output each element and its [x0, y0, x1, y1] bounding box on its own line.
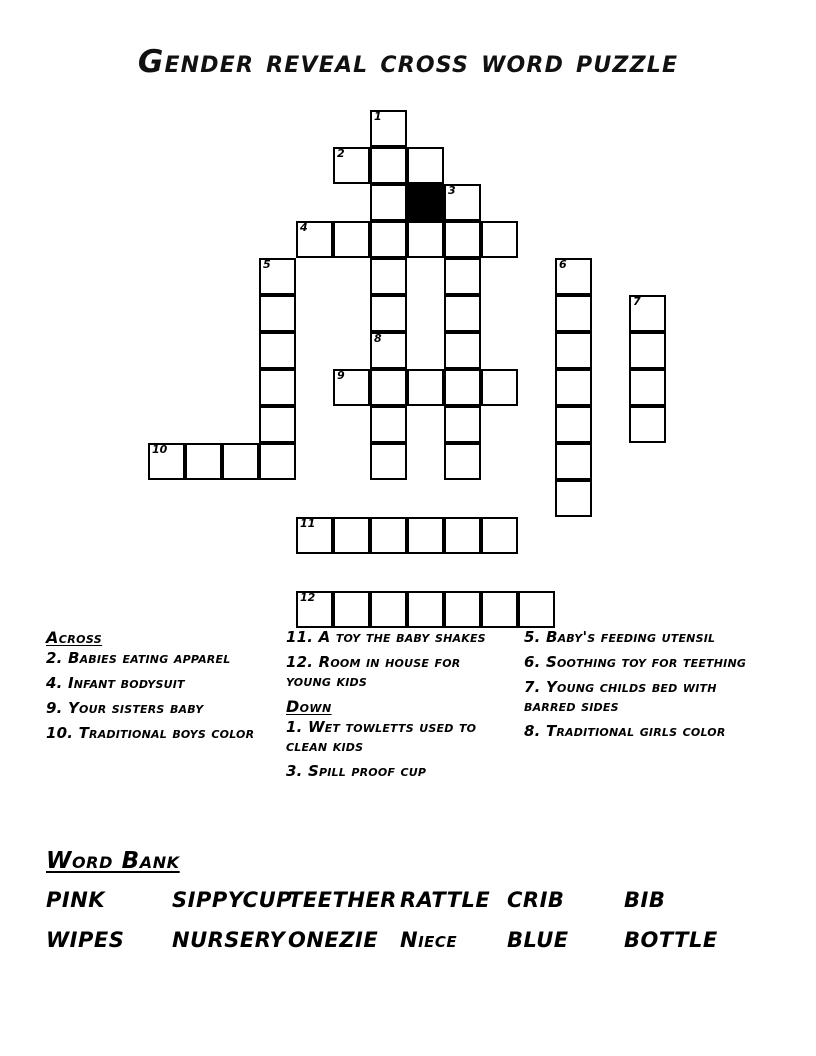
grid-cell[interactable] — [555, 295, 592, 332]
grid-cell[interactable] — [333, 221, 370, 258]
grid-cell[interactable] — [444, 295, 481, 332]
grid-cell[interactable] — [370, 369, 407, 406]
grid-cell[interactable] — [370, 332, 407, 369]
grid-cell[interactable] — [370, 591, 407, 628]
grid-cell[interactable] — [407, 147, 444, 184]
grid-cell-number: 3 — [448, 184, 456, 197]
grid-cell[interactable] — [259, 258, 296, 295]
across-heading: Across — [46, 628, 103, 647]
grid-cell[interactable] — [148, 443, 185, 480]
grid-cell[interactable] — [555, 332, 592, 369]
clue-across-11: 11. A toy the baby shakes — [286, 628, 486, 646]
grid-cell[interactable] — [444, 443, 481, 480]
grid-cell[interactable] — [370, 295, 407, 332]
clue-across-12: 12. Room in house for young kids — [286, 653, 461, 690]
grid-cell[interactable] — [555, 369, 592, 406]
grid-cell-blocked — [407, 184, 444, 221]
grid-cell-number: 6 — [559, 258, 567, 271]
grid-cell[interactable] — [333, 147, 370, 184]
clue-across-9: 9. Your sisters baby — [46, 699, 204, 717]
grid-cell-number: 11 — [300, 517, 316, 530]
grid-cell-number: 7 — [633, 295, 641, 308]
grid-cell[interactable] — [222, 443, 259, 480]
clue-column-3 — [524, 628, 770, 787]
clue-column-1 — [46, 628, 286, 787]
grid-cell[interactable] — [296, 221, 333, 258]
word-bank-row-1 — [46, 888, 770, 912]
clue-down-1: 1. Wet towletts used to clean kids — [286, 718, 477, 755]
word-bank-section — [46, 848, 770, 968]
clue-down-3: 3. Spill proof cup — [286, 762, 427, 780]
grid-cell-number: 2 — [337, 147, 345, 160]
word-bank-word: WIPES — [46, 928, 125, 952]
grid-cell[interactable] — [407, 221, 444, 258]
clue-across-2: 2. Babies eating apparel — [46, 649, 231, 667]
word-bank-word: BLUE — [507, 928, 569, 952]
grid-cell[interactable] — [555, 258, 592, 295]
grid-cell[interactable] — [333, 591, 370, 628]
word-bank-word: SIPPYCUP — [172, 888, 293, 912]
grid-cell[interactable] — [333, 517, 370, 554]
grid-cell[interactable] — [444, 517, 481, 554]
word-bank-word: BOTTLE — [624, 928, 718, 952]
grid-cell-number: 1 — [374, 110, 382, 123]
grid-cell[interactable] — [407, 369, 444, 406]
grid-cell[interactable] — [444, 369, 481, 406]
grid-cell[interactable] — [333, 369, 370, 406]
clue-across-4: 4. Infant bodysuit — [46, 674, 185, 692]
grid-cell[interactable] — [370, 443, 407, 480]
grid-cell[interactable] — [481, 221, 518, 258]
grid-cell-number: 12 — [300, 591, 316, 604]
word-bank-word: Niece — [400, 928, 458, 952]
grid-cell-number: 9 — [337, 369, 345, 382]
grid-cell[interactable] — [259, 369, 296, 406]
grid-cell[interactable] — [629, 369, 666, 406]
grid-cell-number: 10 — [152, 443, 168, 456]
word-bank-word: RATTLE — [400, 888, 491, 912]
grid-cell[interactable] — [444, 591, 481, 628]
grid-cell[interactable] — [481, 517, 518, 554]
grid-cell[interactable] — [370, 406, 407, 443]
grid-cell[interactable] — [296, 517, 333, 554]
clue-down-6: 6. Soothing toy for teething — [524, 653, 747, 671]
word-bank-word: PINK — [46, 888, 106, 912]
grid-cell[interactable] — [259, 332, 296, 369]
clue-column-2 — [286, 628, 524, 787]
grid-cell[interactable] — [555, 406, 592, 443]
grid-cell[interactable] — [444, 406, 481, 443]
grid-cell[interactable] — [370, 258, 407, 295]
word-bank-word: ONEZIE — [288, 928, 379, 952]
grid-cell-number: 4 — [300, 221, 308, 234]
grid-cell-number: 8 — [374, 332, 382, 345]
grid-cell[interactable] — [444, 332, 481, 369]
grid-cell[interactable] — [259, 406, 296, 443]
word-bank-word: CRIB — [507, 888, 565, 912]
grid-cell[interactable] — [259, 443, 296, 480]
clues-section — [46, 628, 770, 787]
grid-cell[interactable] — [444, 221, 481, 258]
grid-cell[interactable] — [407, 517, 444, 554]
grid-cell[interactable] — [629, 295, 666, 332]
grid-cell[interactable] — [370, 110, 407, 147]
grid-cell[interactable] — [629, 332, 666, 369]
grid-cell[interactable] — [370, 517, 407, 554]
grid-cell[interactable] — [370, 147, 407, 184]
word-bank-row-2 — [46, 928, 770, 952]
grid-cell[interactable] — [444, 258, 481, 295]
clue-down-7: 7. Young childs bed with barred sides — [524, 678, 717, 715]
page-title: Gender reveal cross word puzzle — [137, 44, 679, 80]
grid-cell[interactable] — [185, 443, 222, 480]
grid-cell[interactable] — [259, 295, 296, 332]
grid-cell[interactable] — [370, 184, 407, 221]
grid-cell[interactable] — [629, 406, 666, 443]
grid-cell[interactable] — [481, 369, 518, 406]
grid-cell[interactable] — [296, 591, 333, 628]
grid-cell[interactable] — [407, 591, 444, 628]
word-bank-word: BIB — [624, 888, 666, 912]
clue-down-5: 5. Baby's feeding utensil — [524, 628, 716, 646]
clue-across-10: 10. Traditional boys color — [46, 724, 255, 742]
grid-cell[interactable] — [518, 591, 555, 628]
grid-cell[interactable] — [555, 480, 592, 517]
down-heading: Down — [286, 697, 332, 716]
word-bank-word: NURSERY — [172, 928, 286, 952]
clue-down-8: 8. Traditional girls color — [524, 722, 726, 740]
word-bank-title: Word Bank — [46, 848, 180, 874]
grid-cell[interactable] — [555, 443, 592, 480]
word-bank-word: TEETHER — [288, 888, 397, 912]
grid-cell-number: 5 — [263, 258, 271, 271]
grid-cell[interactable] — [444, 184, 481, 221]
grid-cell[interactable] — [481, 591, 518, 628]
grid-cell[interactable] — [370, 221, 407, 258]
